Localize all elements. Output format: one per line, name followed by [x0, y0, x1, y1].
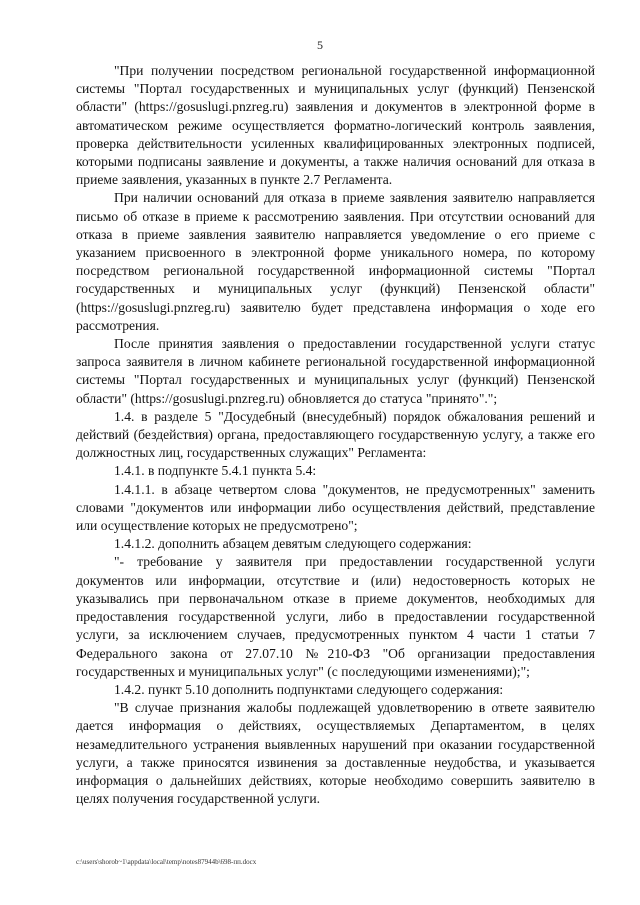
paragraph-1-4-1-1: 1.4.1.1. в абзаце четвертом слова "документов, не предусмотренных" заменить словами "документов или информации либо осуществления действий, представление или осуществление которых не предусмотрено"; — [76, 481, 595, 534]
footer-file-path: c:\users\shorob~1\appdata\local\temp\notes87944b\698-пп.docx — [76, 858, 257, 866]
paragraph-epgu-processing: "При получении посредством региональной государственной информационной системы "Портал государственных и муниципальных услуг (функций) Пензенской области" (https://gosuslugi.pnzreg.ru) заявления и документов в электронной форме в автоматическом режиме осуществляется форматно-логический контроль заявления, проверка действительности усиленных квалифицированных электронных подписей, которыми подписаны заявление и документы, а также наличия оснований для отказа в приеме заявления, указанных в пункте 2.7 Регламента. — [76, 63, 595, 188]
paragraph-subpoint-5-4-1: 1.4.1. в подпункте 5.4.1 пункта 5.4: — [114, 463, 317, 479]
paragraph-section-5: 1.4. в разделе 5 "Досудебный (внесудебный) порядок обжалования решений и действий (бездействия) органа, предоставляющего государственную услугу, а также его должностных лиц, государственных служащих" Регламента: — [76, 408, 595, 461]
page-number: 5 — [317, 38, 323, 52]
paragraph-status-accepted: После принятия заявления о предоставлении государственной услуги статус запроса заявителя в личном кабинете региональной государственной информационной системы "Портал государственных и муниципальных услуг (функций) Пензенской области" (https://gosuslugi.pnzreg.ru) обновляется до статуса "принято"."; — [76, 336, 595, 406]
paragraph-refusal-notice: При наличии оснований для отказа в приеме заявления заявителю направляется письмо об отказе в приеме к рассмотрению заявления. При отсутствии оснований для отказа в приеме заявления заявителю направляется уведомление о его приеме с указанием присвоенного в электронной форме уникального номера, по которому посредством региональной государственной информационной системы "Портал государственных и муниципальных услуг (функций) Пензенской области" (https://gosuslugi.pnzreg.ru) заявителю будет представлена информация о ходе его рассмотрения. — [76, 190, 595, 333]
paragraph-1-4-1-2: 1.4.1.2. дополнить абзацем девятым следующего содержания: — [114, 536, 472, 552]
paragraph-requirement-quote: "- требование у заявителя при предоставлении государственной услуги документов или информации, отсутствие и (или) недостоверность которых не указывались при первоначальном отказе в приеме документов, необходимых для предоставления государственной услуги, либо в предоставлении государственной услуги, за исключением случаев, предусмотренных пунктом 4 части 1 статьи 7 Федерального закона от 27.07.10 №210-ФЗ "Об организации предоставления государственных и муниципальных услуг" (с последующими изменениями);"; — [76, 554, 595, 679]
document-body — [76, 62, 595, 808]
paragraph-1-4-2: 1.4.2. пункт 5.10 дополнить подпунктами следующего содержания: — [114, 681, 504, 697]
paragraph-complaint-satisfied: "В случае признания жалобы подлежащей удовлетворению в ответе заявителю дается информация о действиях, осуществляемых Департаментом, в целях незамедлительного устранения выявленных нарушений при оказании государственной услуги, а также приносятся извинения за доставленные неудобства, и указывается информация о дальнейших действиях, которые необходимо совершить заявителю в целях получения государственной услуги. — [76, 700, 595, 807]
